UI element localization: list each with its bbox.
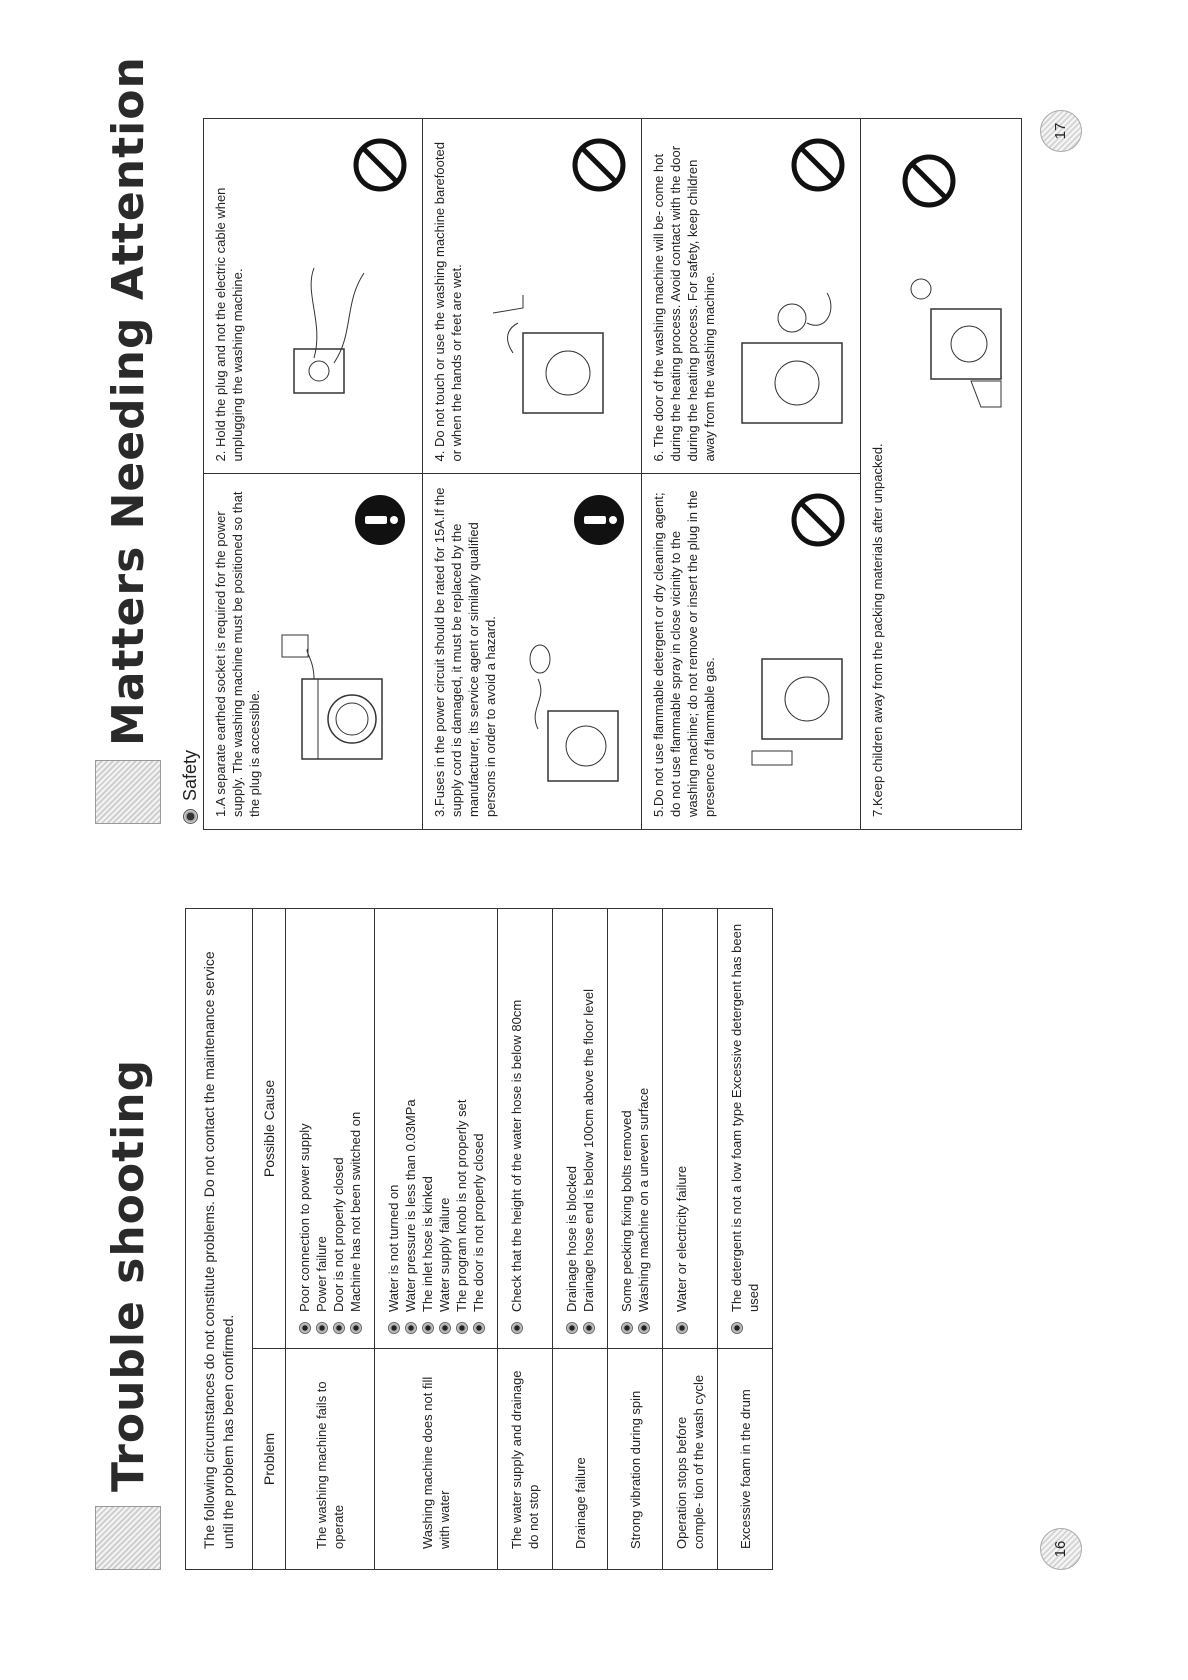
cause-cell [553,909,607,1348]
cause-text: Poor connection to power supply [297,1123,312,1312]
cause-cell [286,909,374,1348]
cause-text: Water supply failure [437,1197,452,1312]
header-pattern-box [95,760,161,824]
wet-hands-illustration [483,274,613,424]
bullet-icon [621,1322,633,1334]
cause-item [563,923,580,1334]
cause-text: Check that the height of the water hose is below 80cm [509,999,524,1312]
cause-item [436,923,453,1334]
cause-text: Water or electricity failure [674,1165,689,1312]
problem-cell: Drainage failure [553,1348,607,1569]
cause-item [508,923,525,1334]
cause-column-header: Possible Cause [261,1079,277,1178]
attention-title: Matters Needing Attention [102,56,154,746]
problem-cell: The washing machine fails to operate [286,1348,374,1569]
problem-cell: Operation stops before comple- tion of the wash cycle [663,1348,717,1569]
cause-text: The inlet hose is kinked [420,1176,435,1312]
bullet-icon [638,1322,650,1334]
cause-text: The door is not properly closed [471,1133,486,1312]
problem-column-header: Problem [253,1348,285,1569]
attention-header [88,56,168,824]
problem-cell: Excessive foam in the drum [718,1348,772,1569]
bullet-icon [566,1322,578,1334]
cause-cell [718,909,772,1348]
cause-item [728,923,762,1334]
cause-text: Drainage hose is blocked [564,1166,579,1312]
safety-row [861,119,1021,829]
flammable-spray-illustration [742,629,852,779]
bullet-icon [405,1322,417,1334]
safety-item-text: 7.Keep children away from the packing materials after unpacked. [870,443,885,817]
safety-item [642,475,860,830]
prohibited-icon [790,137,846,193]
bullet-icon [731,1322,743,1334]
table-row [286,909,375,1569]
cause-cell [498,909,552,1348]
troubleshooting-table [185,908,773,1570]
info-icon [352,493,408,549]
hot-door-child-illustration [732,264,852,434]
safety-row [642,119,861,829]
table-row [498,909,553,1569]
safety-item [642,119,860,475]
safety-item [423,475,641,830]
bullet-icon [511,1322,523,1334]
table-row [663,909,718,1569]
table-row [375,909,498,1569]
troubleshooting-intro: The following circumstances do not constitute problems. Do not contact the maintenance service until the problem has been confirmed. [186,909,253,1569]
safety-item-text: 1.A separate earthed socket is required for the power supply. The washing machine must be positioned so that the plug is accessible. [213,491,262,817]
cause-item [385,923,402,1334]
safety-grid [203,118,1022,830]
cause-cell [375,909,497,1348]
cause-cell [663,909,717,1348]
safety-item [204,475,422,830]
safety-item-text: 6. The door of the washing machine will be- come hot during the heating process. Avoid contact with the door during the heating process. For safety, keep children away from the washing machine. [651,145,717,462]
prohibited-icon [571,137,627,193]
cause-item [618,923,635,1334]
page-number-left: 16 [1040,1528,1082,1570]
cause-item [470,923,487,1334]
washing-machine-socket-illustration [274,619,394,769]
troubleshooting-header [88,1059,168,1570]
cause-item [673,923,690,1334]
cause-text: The detergent is not a low foam type Excessive detergent has been used [729,923,761,1312]
cause-item [330,923,347,1334]
cause-text: Power failure [314,1236,329,1312]
troubleshooting-page [0,840,1188,1680]
prohibited-icon [901,153,957,209]
cause-text: Drainage hose end is below 100cm above the floor level [581,988,596,1312]
table-row [718,909,772,1569]
safety-item-text: 2. Hold the plug and not the electric cable when unplugging the washing machine. [213,187,245,462]
cause-text: Some pecking fixing bolts removed [619,1110,634,1312]
bullet-icon [676,1322,688,1334]
table-body [286,909,772,1569]
cause-item [402,923,419,1334]
problem-cell: Washing machine does not fill with water [375,1348,497,1569]
table-header [253,909,286,1569]
bullet-icon [299,1322,311,1334]
packing-materials-illustration [901,259,1011,409]
cause-cell [608,909,662,1348]
safety-row [423,119,642,829]
cause-item [313,923,330,1334]
table-row [553,909,608,1569]
cause-item [580,923,597,1334]
prohibited-icon [352,137,408,193]
safety-item [861,119,1021,829]
safety-heading: Safety [180,749,200,801]
bullet-icon [456,1322,468,1334]
problem-cell: Strong vibration during spin [608,1348,662,1569]
header-pattern-box [95,1506,161,1570]
info-icon [571,493,627,549]
cause-text: Water pressure is less than 0.03MPa [403,1099,418,1312]
table-row [608,909,663,1569]
cause-text: Washing machine on a uneven surface [636,1087,651,1312]
cause-item [347,923,364,1334]
bullet-icon [473,1322,485,1334]
safety-item-text: 4. Do not touch or use the washing machine barefooted or when the hands or feet are wet. [432,142,464,462]
cause-item [419,923,436,1334]
cause-text: The program knob is not properly set [454,1099,469,1312]
bullet-icon [439,1322,451,1334]
bullet-icon [388,1322,400,1334]
troubleshooting-title: Trouble shooting [102,1058,154,1492]
problem-cell: The water supply and drainage do not stop [498,1348,552,1569]
bullet-icon [422,1322,434,1334]
bullet-icon [183,809,198,824]
safety-row [204,119,423,829]
supply-cord-illustration [518,629,628,789]
cause-item [296,923,313,1334]
bullet-icon [316,1322,328,1334]
safety-item-text: 5.Do not use flammable detergent or dry cleaning agent; do not use flammable spray in close vicinity to the washing machine; do not remove or insert the plug in the presence of flammable gas. [651,490,717,817]
bullet-icon [583,1322,595,1334]
cause-item [635,923,652,1334]
safety-item [204,119,422,475]
page-number-right: 17 [1040,110,1082,152]
prohibited-icon [790,493,846,549]
safety-label [180,750,201,824]
bullet-icon [350,1322,362,1334]
cause-item [453,923,470,1334]
safety-item [423,119,641,475]
bullet-icon [333,1322,345,1334]
cause-text: Machine has not been switched on [348,1111,363,1312]
safety-item-text: 3.Fuses in the power circuit should be rated for 15A.If the supply cord is damaged, it must be replaced by the manufacturer, its service agent or similarly qualified persons in order to avoid a hazard. [432,487,498,817]
cause-text: Door is not properly closed [331,1157,346,1312]
cause-text: Water is not turned on [386,1184,401,1312]
hand-unplugging-illustration [274,264,384,404]
